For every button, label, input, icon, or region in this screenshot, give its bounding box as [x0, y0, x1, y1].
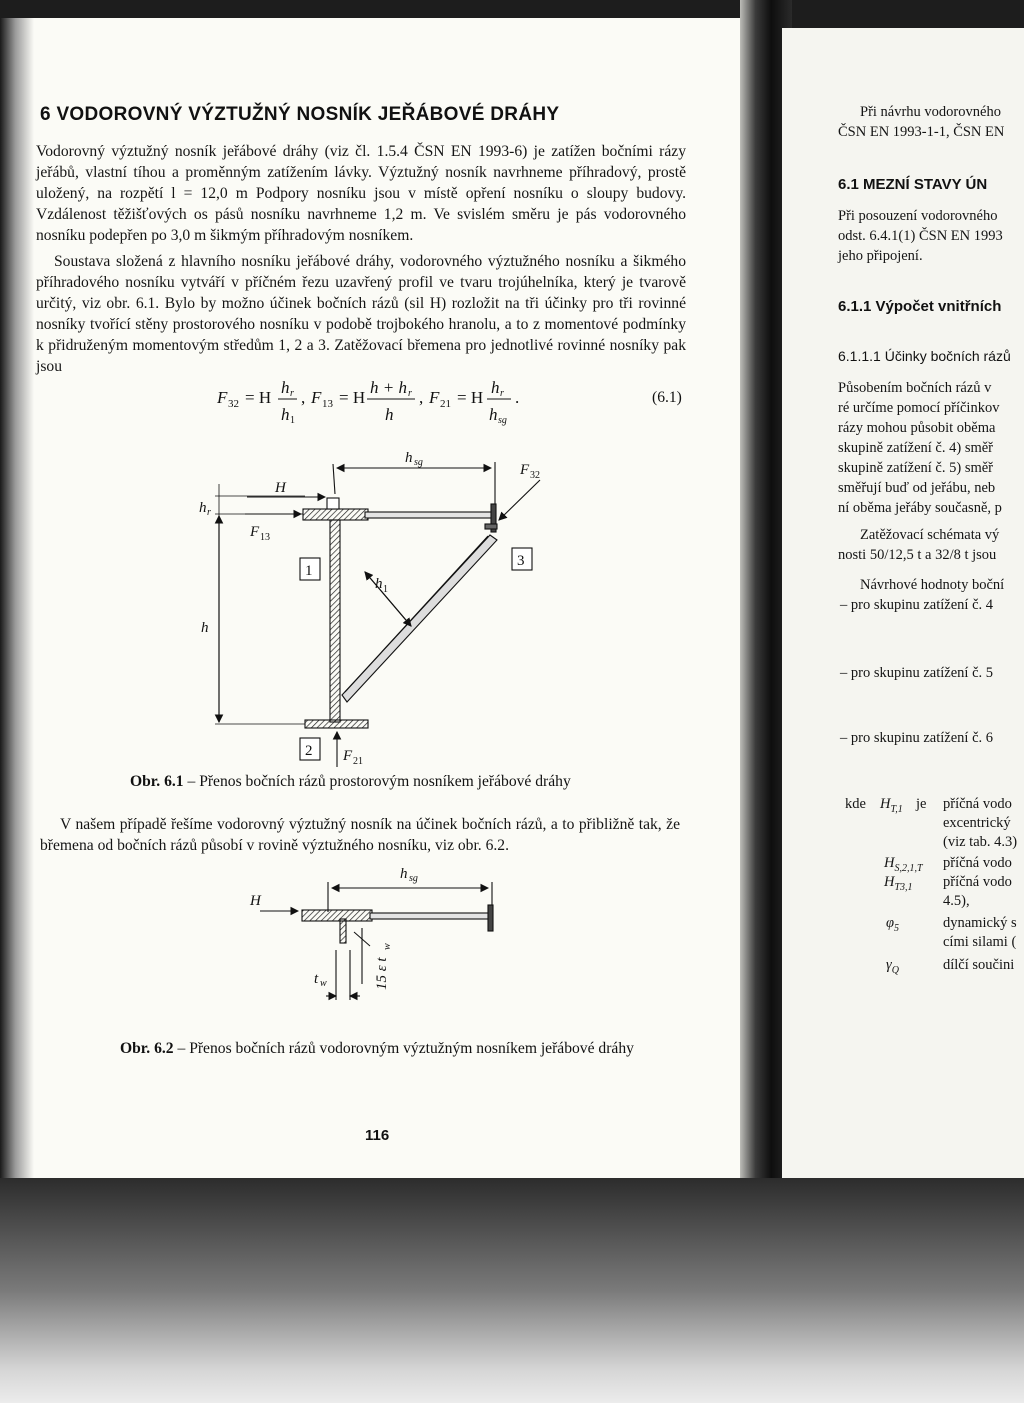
- caption-number: Obr. 6.1: [130, 773, 184, 790]
- svg-text:,: ,: [419, 388, 424, 407]
- rp-line: ré určíme pomocí příčinkov: [838, 400, 1000, 416]
- rp-def-text: příčná vodo: [943, 796, 1012, 812]
- page-shadow: [0, 18, 34, 1218]
- label-f32: F: [520, 462, 530, 478]
- rp-def-text: (viz tab. 4.3): [943, 834, 1018, 850]
- label-hr: h: [199, 500, 207, 516]
- fig2-label-h-sg-sub: sg: [409, 873, 418, 884]
- svg-text:F: F: [429, 388, 440, 407]
- rp-def-text: příčná vodo: [943, 855, 1012, 871]
- svg-text:h + h: h + h: [370, 378, 407, 397]
- svg-text:r: r: [500, 388, 504, 399]
- fig2-label-tw: t: [314, 971, 319, 987]
- label-h: h: [201, 620, 209, 636]
- svg-text:F: F: [311, 388, 322, 407]
- label-f13-sub: 13: [260, 532, 270, 543]
- svg-text:r: r: [290, 388, 294, 399]
- rp-def-text: 4.5),: [943, 893, 970, 909]
- paragraph-system: Soustava složená z hlavního nosníku jeřábové dráhy, vodorovného výztužného nosníku a šikmého příhradového nosníku vytváří v příčném řezu uzavřený profil ve tvaru trojúhelníka, který je tvarově určitý, viz obr. 6.1. Bylo by možno účinek bočních rázů (sil H) rozložit na tři účinky pro tři rovinné nosníky tvořící stěny prostorového nosníku v podobě trojbokého hranolu, a to z momentové podmínky k přidruženým momentovým středům 1, 2 a 3. Zatěžovací břemena pro jednotlivé rovinné nosníky pak jsou: [36, 253, 686, 375]
- svg-text:,: ,: [301, 388, 306, 407]
- svg-text:= H: = H: [339, 388, 366, 407]
- fig2-label-h-sg: h: [400, 866, 408, 882]
- figure-6-1-diagram: [185, 452, 555, 767]
- svg-text:1: 1: [290, 415, 295, 426]
- label-f21-sub: 21: [353, 756, 363, 767]
- rp-def-text: excentrický: [943, 815, 1011, 831]
- rp-bullet: – pro skupinu zatížení č. 5: [840, 665, 994, 681]
- paragraph-approach: V našem případě řešíme vodorovný výztužný nosník na účinek bočních rázů, a to přibližně tak, že břemena od bočních rázů působí v rovině výztužného nosníku, viz obr. 6.2.: [40, 816, 680, 854]
- rp-def-text: dynamický s: [943, 915, 1017, 931]
- fig2-label-15-eps-tw: 15 ε t: [374, 957, 390, 990]
- svg-text:h: h: [281, 378, 290, 397]
- caption-text-2: – Přenos bočních rázů vodorovným výztužným nosníkem jeřábové dráhy: [173, 1040, 634, 1057]
- svg-text:= H: = H: [457, 388, 484, 407]
- rp-heading-6-1-1: 6.1.1 Výpočet vnitřních: [838, 298, 1002, 315]
- node-2: 2: [305, 743, 313, 759]
- rp-def-text: příčná vodo: [943, 874, 1012, 890]
- rp-def-sym: $H_{S,2,1,T}$: [884, 855, 923, 874]
- figure-6-2-diagram: [240, 860, 520, 1030]
- svg-text:13: 13: [322, 398, 333, 410]
- caption-number-2: Obr. 6.2: [120, 1040, 174, 1057]
- svg-text:h: h: [489, 405, 498, 424]
- rp-line: skupině zatížení č. 5) směř: [838, 460, 994, 476]
- fig2-label-H: H: [250, 893, 261, 909]
- rp-line: Návrhové hodnoty boční: [860, 577, 1005, 593]
- rp-line: rázy mohou působit oběma: [838, 420, 996, 436]
- svg-text:.: .: [515, 388, 520, 407]
- page-number: 116: [365, 1127, 390, 1144]
- rp-def-text: dílčí součini: [943, 957, 1015, 973]
- node-3: 3: [517, 553, 525, 569]
- rp-def-sym: $H_{T3,1}$: [884, 874, 913, 893]
- rp-line: směřují buď od jeřábu, neb: [838, 480, 996, 496]
- fig2-label-15-sub: w: [382, 943, 393, 950]
- rp-bullet: – pro skupinu zatížení č. 4: [840, 597, 994, 613]
- figure-6-1-caption: [130, 773, 571, 791]
- rp-line: odst. 6.4.1(1) ČSN EN 1993: [838, 228, 1003, 244]
- rp-line: Při návrhu vodorovného: [860, 104, 1001, 120]
- label-f32-sub: 32: [530, 470, 540, 481]
- rp-bullet: – pro skupinu zatížení č. 6: [840, 730, 994, 746]
- rp-line: Zatěžovací schémata vý: [860, 527, 1000, 543]
- rp-line: Působením bočních rázů v: [838, 380, 992, 396]
- label-f13: F: [250, 524, 260, 540]
- rp-def-sym: $\gamma_Q$: [886, 957, 899, 976]
- label-H: H: [275, 480, 286, 496]
- formula-6-1: [215, 376, 555, 428]
- chapter-title: 6 VODOROVNÝ VÝZTUŽNÝ NOSNÍK JEŘÁBOVÉ DRÁHY: [40, 104, 560, 125]
- formula-number: (6.1): [652, 389, 682, 406]
- rp-line: jeho připojení.: [838, 248, 923, 264]
- scan-background: [0, 1178, 1024, 1403]
- rp-line: nosti 50/12,5 t a 32/8 t jsou: [838, 547, 997, 563]
- label-h1: h: [375, 576, 383, 592]
- rp-heading-6-1-1-1: 6.1.1.1 Účinky bočních rázů: [838, 348, 1011, 364]
- rp-def-je: je: [916, 796, 927, 812]
- svg-text:F: F: [217, 388, 228, 407]
- svg-text:32: 32: [228, 398, 239, 410]
- svg-text:= H: = H: [245, 388, 272, 407]
- label-h-sg: h: [405, 452, 413, 466]
- rp-line: ČSN EN 1993-1-1, ČSN EN: [838, 124, 1005, 140]
- svg-text:21: 21: [440, 398, 451, 410]
- label-hr-sub: r: [207, 507, 211, 518]
- label-f21: F: [343, 748, 353, 764]
- rp-line: Při posouzení vodorovného: [838, 208, 998, 224]
- figure-6-2-caption: [120, 1040, 634, 1058]
- svg-text:h: h: [385, 405, 394, 424]
- caption-text: – Přenos bočních rázů prostorovým nosníkem jeřábové dráhy: [183, 773, 571, 790]
- label-h-sg-sub: sg: [414, 457, 423, 468]
- rp-line: ní oběma jeřáby současně, p: [838, 500, 1002, 516]
- rp-def-sym: $H_{T,1}$: [880, 796, 903, 815]
- fig2-label-tw-sub: w: [320, 978, 327, 989]
- paragraph-intro: Vodorovný výztužný nosník jeřábové dráhy (viz čl. 1.5.4 ČSN EN 1993-6) je zatížen bočními rázy jeřábů, vlastní tíhou a proměnným zatížením lávky. Výztužný nosník navrhneme příhradový, prostě uložený, na rozpětí l = 12,0 m Podpory nosníku jsou v místě opření nosníku o sloupy budovy. Vzdálenost těžišťových os pásů nosníku navrhneme 1,2 m. Ve svislém směru je pás vodorovného nosníku podepřen po 3,0 m šikmým příhradovým nosníkem.: [36, 143, 686, 244]
- node-1: 1: [305, 563, 313, 579]
- rp-heading-6-1: 6.1 MEZNÍ STAVY ÚN: [838, 176, 988, 193]
- svg-text:h: h: [491, 378, 500, 397]
- svg-text:r: r: [408, 388, 412, 399]
- rp-def-text: cími silami (: [943, 934, 1017, 950]
- svg-text:sg: sg: [498, 415, 507, 426]
- rp-def-sym: $\varphi_5$: [886, 915, 900, 934]
- label-h1-sub: 1: [383, 584, 388, 595]
- rp-line: skupině zatížení č. 4) směř: [838, 440, 994, 456]
- svg-text:h: h: [281, 405, 290, 424]
- rp-kde: kde: [845, 796, 866, 812]
